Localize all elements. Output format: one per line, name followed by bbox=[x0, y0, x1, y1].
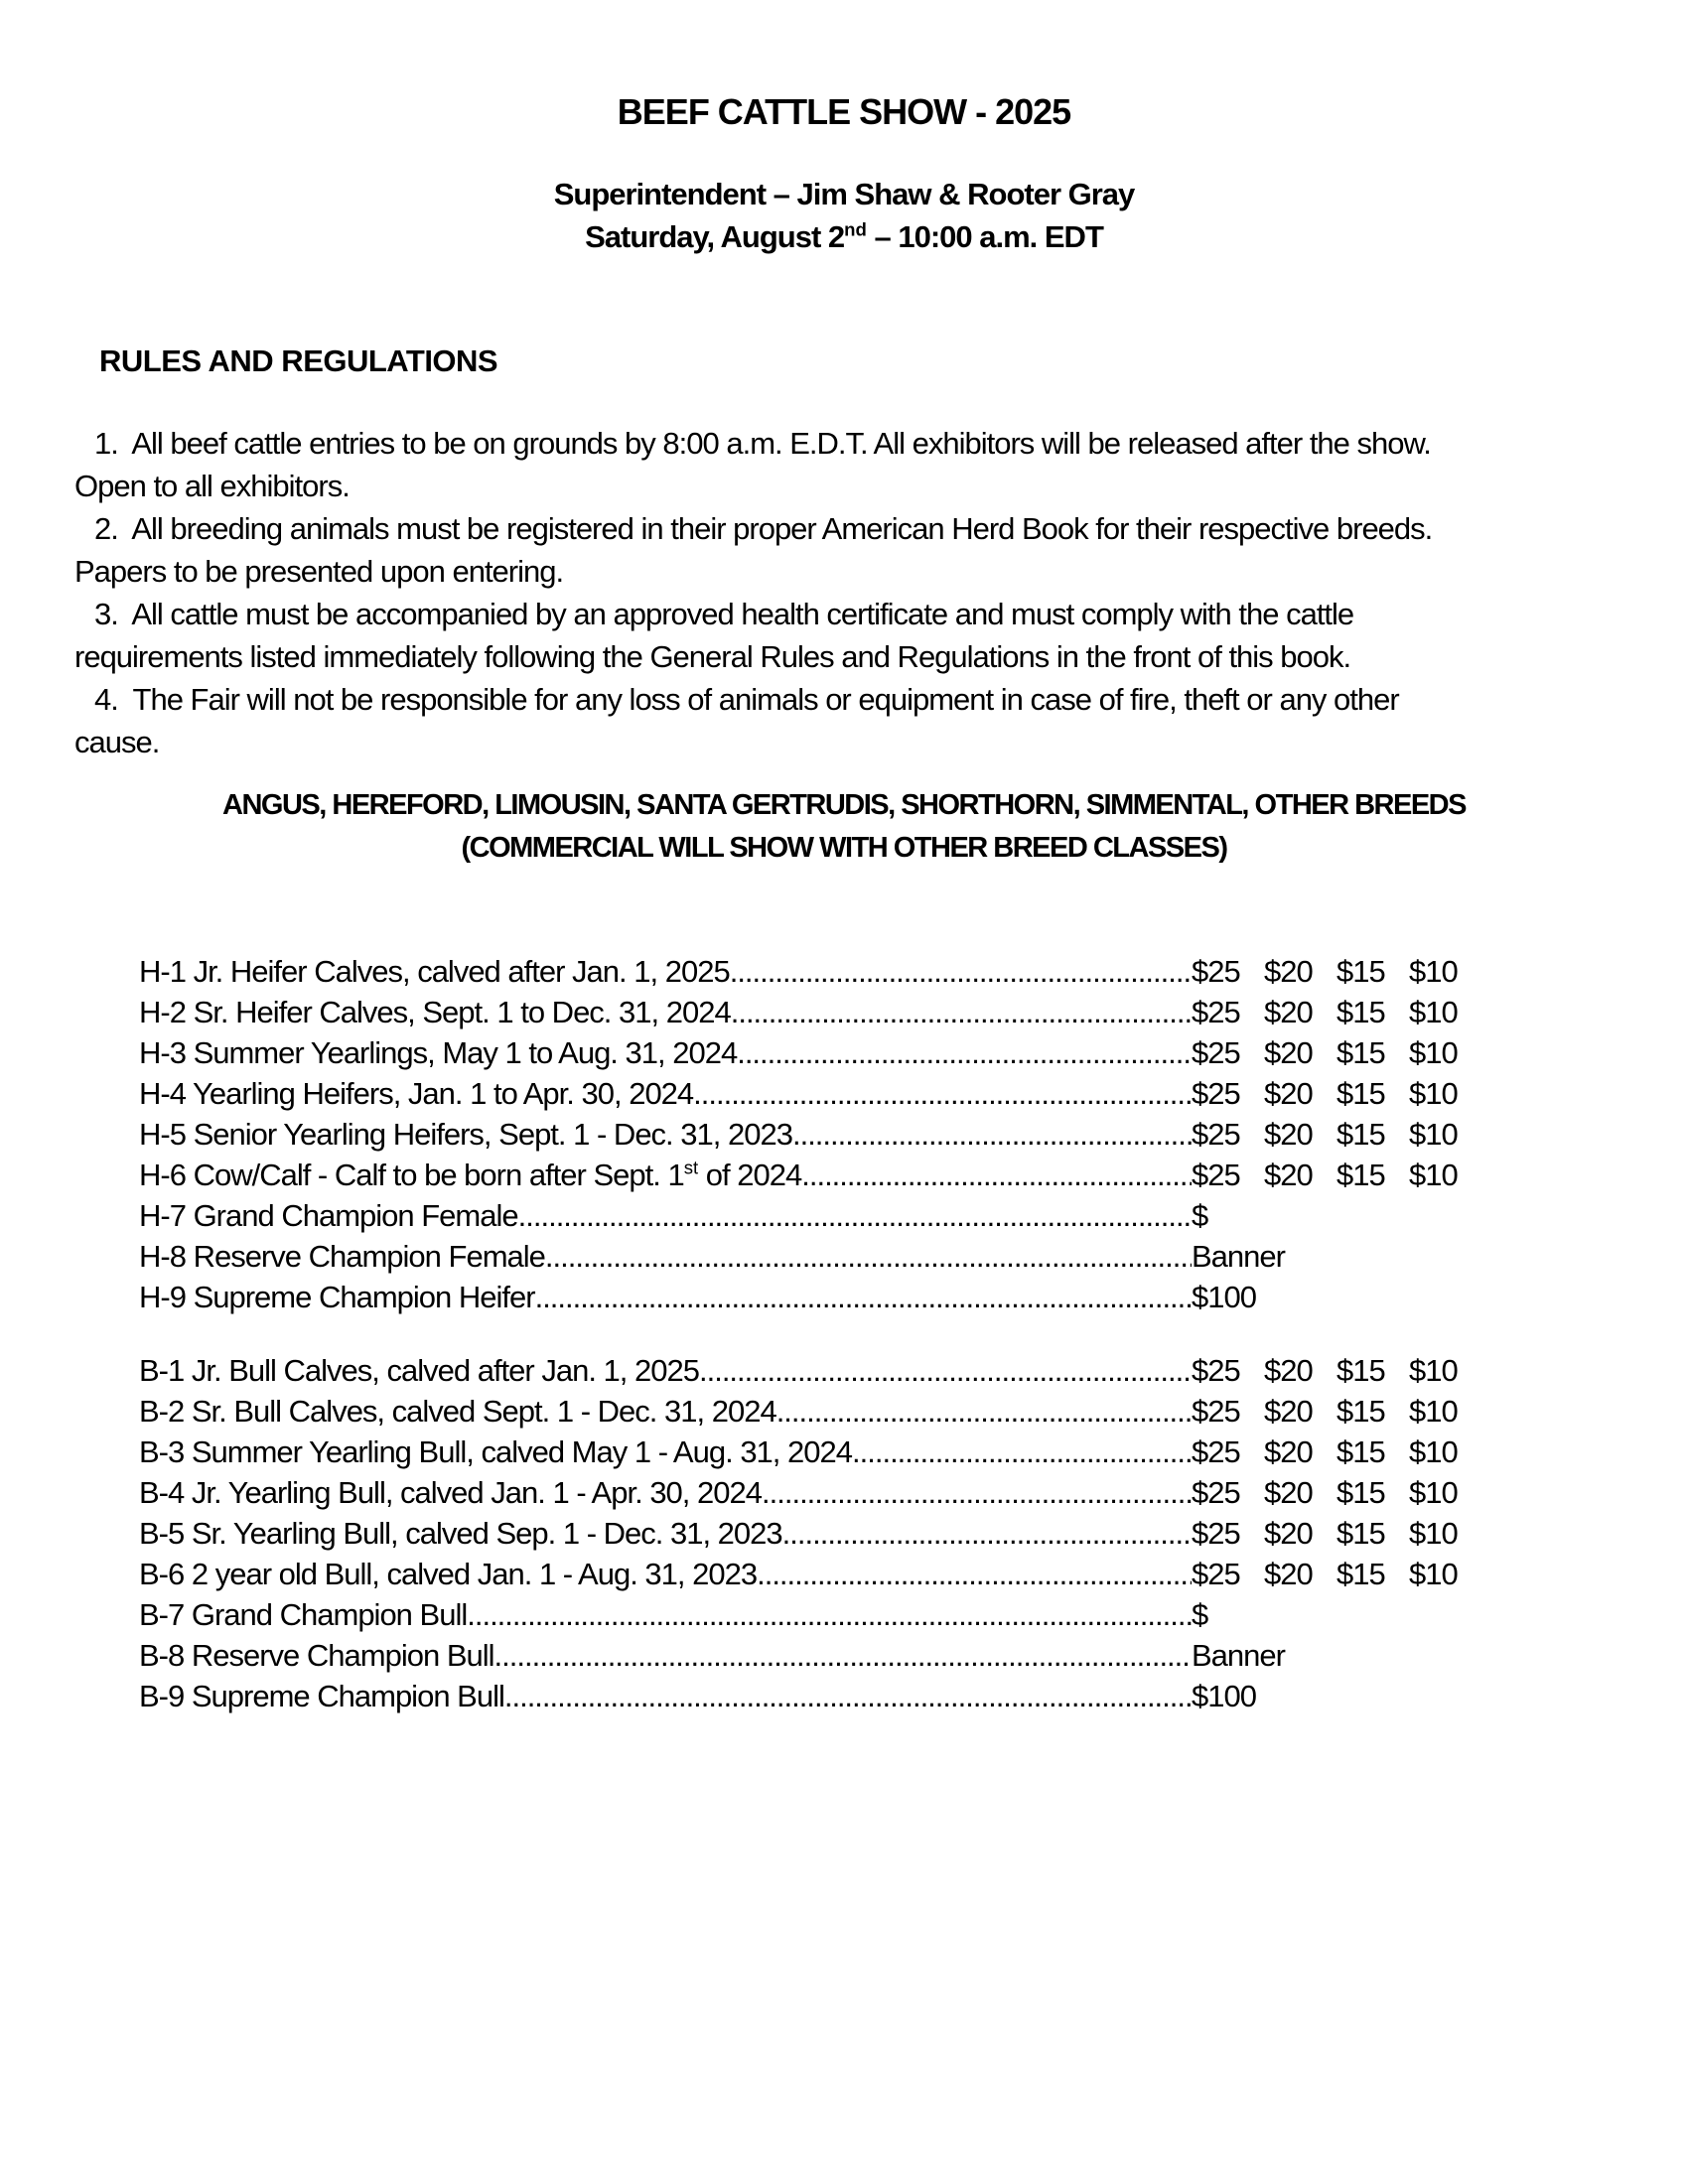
premium-value-4 bbox=[1409, 1635, 1481, 1676]
class-label bbox=[139, 1554, 757, 1594]
premium-amounts bbox=[1192, 1513, 1481, 1554]
class-label bbox=[139, 1155, 801, 1195]
dot-leader bbox=[504, 1676, 1192, 1716]
premium-value-3 bbox=[1336, 1277, 1409, 1317]
class-label bbox=[139, 951, 730, 992]
dot-leader bbox=[737, 1032, 1192, 1073]
premium-value-3 bbox=[1336, 1676, 1409, 1716]
premium-value-2: $20 bbox=[1264, 1035, 1313, 1070]
premium-value-1: $100 bbox=[1192, 1280, 1256, 1314]
premium-value-4: $10 bbox=[1409, 1394, 1458, 1429]
premium-value-2: $20 bbox=[1264, 1158, 1313, 1192]
premium-amounts bbox=[1192, 1032, 1481, 1073]
premium-value-1: Banner bbox=[1192, 1239, 1285, 1274]
rule-4-line-1: 4. The Fair will not be responsible for any loss of animals or equipment in case of fire, theft or any other bbox=[94, 682, 1399, 717]
premium-value-4: $10 bbox=[1409, 1035, 1458, 1070]
class-row bbox=[139, 1032, 1481, 1073]
premium-value-2: $20 bbox=[1264, 954, 1313, 989]
class-label-text: B-8 Reserve Champion Bull bbox=[139, 1638, 494, 1673]
premium-amounts bbox=[1192, 1236, 1481, 1277]
premium-value-1: $25 bbox=[1192, 1035, 1240, 1070]
premium-value-3: $15 bbox=[1336, 1434, 1385, 1469]
class-label-text-after: of 2024 bbox=[698, 1158, 802, 1192]
date-line-pre: Saturday, August 2 bbox=[585, 219, 845, 254]
class-row bbox=[139, 1277, 1481, 1317]
premium-amounts bbox=[1192, 1155, 1481, 1195]
class-row bbox=[139, 1114, 1481, 1155]
premium-value-2: $20 bbox=[1264, 1076, 1313, 1111]
class-label bbox=[139, 1472, 762, 1513]
class-row bbox=[139, 1350, 1481, 1391]
breeds-heading-line-1: ANGUS, HEREFORD, LIMOUSIN, SANTA GERTRUDIS, SHORTHORN, SIMMENTAL, OTHER BREEDS bbox=[222, 789, 1466, 821]
dot-leader bbox=[762, 1472, 1192, 1513]
premium-value-4: $10 bbox=[1409, 1158, 1458, 1192]
class-label bbox=[139, 1032, 737, 1073]
premium-value-2: $20 bbox=[1264, 1516, 1313, 1551]
class-label bbox=[139, 1513, 782, 1554]
class-row bbox=[139, 1432, 1481, 1472]
premium-value-1: $25 bbox=[1192, 1434, 1240, 1469]
class-label-text: B-2 Sr. Bull Calves, calved Sept. 1 - Dec. 31, 2024 bbox=[139, 1394, 776, 1429]
premium-amounts bbox=[1192, 992, 1481, 1032]
premium-value-3: $15 bbox=[1336, 1035, 1385, 1070]
premium-value-1: Banner bbox=[1192, 1638, 1285, 1673]
premium-value-2: $20 bbox=[1264, 1353, 1313, 1388]
class-row bbox=[139, 1391, 1481, 1432]
dot-leader bbox=[730, 951, 1192, 992]
page-title: BEEF CATTLE SHOW - 2025 bbox=[617, 91, 1071, 132]
dot-leader bbox=[792, 1114, 1192, 1155]
premium-amounts bbox=[1192, 1554, 1481, 1594]
premium-amounts bbox=[1192, 1277, 1481, 1317]
class-row bbox=[139, 1594, 1481, 1635]
class-row bbox=[139, 1155, 1481, 1195]
class-label-text: B-6 2 year old Bull, calved Jan. 1 - Aug. 31, 2023 bbox=[139, 1557, 758, 1591]
class-row bbox=[139, 1195, 1481, 1236]
premium-value-1: $25 bbox=[1192, 1353, 1240, 1388]
rule-2-line-1: 2. All breeding animals must be registered in their proper American Herd Book for their respective breeds. bbox=[94, 511, 1433, 546]
rule-4-line-2: cause. bbox=[74, 725, 160, 759]
dot-leader bbox=[757, 1554, 1192, 1594]
dot-leader bbox=[852, 1432, 1192, 1472]
premium-value-3: $15 bbox=[1336, 1475, 1385, 1510]
premium-value-4 bbox=[1409, 1676, 1481, 1716]
dot-leader bbox=[693, 1073, 1192, 1114]
premium-value-4 bbox=[1409, 1236, 1481, 1277]
class-label bbox=[139, 1350, 699, 1391]
premium-value-3: $15 bbox=[1336, 1516, 1385, 1551]
premium-amounts bbox=[1192, 1594, 1481, 1635]
premium-value-3: $15 bbox=[1336, 1076, 1385, 1111]
premium-value-3 bbox=[1336, 1594, 1409, 1635]
premium-value-3: $15 bbox=[1336, 1394, 1385, 1429]
premium-value-2: $20 bbox=[1264, 1475, 1313, 1510]
premium-amounts bbox=[1192, 1350, 1481, 1391]
premium-amounts bbox=[1192, 1114, 1481, 1155]
premium-value-4 bbox=[1409, 1594, 1481, 1635]
rules-heading: RULES AND REGULATIONS bbox=[99, 343, 498, 378]
class-label bbox=[139, 1114, 792, 1155]
premium-value-3: $15 bbox=[1336, 1117, 1385, 1152]
premium-value-1: $25 bbox=[1192, 1076, 1240, 1111]
class-label bbox=[139, 1676, 504, 1716]
premium-value-2: $20 bbox=[1264, 1117, 1313, 1152]
premium-value-2 bbox=[1264, 1594, 1336, 1635]
class-row bbox=[139, 1554, 1481, 1594]
class-label-text: B-1 Jr. Bull Calves, calved after Jan. 1, 2025 bbox=[139, 1353, 699, 1388]
premium-value-3 bbox=[1336, 1635, 1409, 1676]
premium-value-4: $10 bbox=[1409, 1434, 1458, 1469]
class-label bbox=[139, 1594, 467, 1635]
rule-3-line-2: requirements listed immediately following the General Rules and Regulations in the front of this book. bbox=[74, 639, 1351, 674]
class-label-text: B-7 Grand Champion Bull bbox=[139, 1597, 468, 1632]
premium-value-3: $15 bbox=[1336, 995, 1385, 1029]
class-label-text: H-3 Summer Yearlings, May 1 to Aug. 31, 2024 bbox=[139, 1035, 738, 1070]
premium-value-4: $10 bbox=[1409, 1353, 1458, 1388]
bull-class-list bbox=[139, 1350, 1481, 1716]
dot-leader bbox=[801, 1155, 1192, 1195]
premium-value-4 bbox=[1409, 1195, 1481, 1236]
class-label bbox=[139, 1391, 776, 1432]
premium-value-1: $25 bbox=[1192, 1158, 1240, 1192]
premium-value-1: $ bbox=[1192, 1198, 1208, 1233]
dot-leader bbox=[545, 1236, 1192, 1277]
premium-amounts bbox=[1192, 1391, 1481, 1432]
class-label bbox=[139, 1236, 545, 1277]
dot-leader bbox=[535, 1277, 1192, 1317]
heifer-class-list bbox=[139, 951, 1481, 1317]
premium-value-1: $25 bbox=[1192, 1475, 1240, 1510]
premium-value-2 bbox=[1264, 1277, 1336, 1317]
breeds-heading-line-2: (COMMERCIAL WILL SHOW WITH OTHER BREED CLASSES) bbox=[461, 832, 1227, 864]
breeds-heading bbox=[0, 784, 1688, 870]
class-label-text: H-6 Cow/Calf - Calf to be born after Sept. 1 bbox=[139, 1158, 684, 1192]
premium-amounts bbox=[1192, 1195, 1481, 1236]
premium-value-3 bbox=[1336, 1195, 1409, 1236]
premium-amounts bbox=[1192, 1472, 1481, 1513]
class-label bbox=[139, 1073, 693, 1114]
premium-value-4 bbox=[1409, 1277, 1481, 1317]
ordinal-superscript: st bbox=[683, 1157, 699, 1178]
premium-value-1: $100 bbox=[1192, 1679, 1256, 1713]
rule-1-line-2: Open to all exhibitors. bbox=[74, 469, 350, 503]
rule-2-line-2: Papers to be presented upon entering. bbox=[74, 554, 564, 589]
date-line bbox=[0, 215, 1688, 258]
class-row bbox=[139, 1472, 1481, 1513]
premium-value-3: $15 bbox=[1336, 954, 1385, 989]
rule-3-line-1: 3. All cattle must be accompanied by an approved health certificate and must comply with the cattle bbox=[94, 597, 1354, 631]
dot-leader bbox=[467, 1594, 1192, 1635]
premium-value-1: $25 bbox=[1192, 1516, 1240, 1551]
class-row bbox=[139, 1513, 1481, 1554]
class-label bbox=[139, 1277, 535, 1317]
premium-value-1: $25 bbox=[1192, 1117, 1240, 1152]
class-label bbox=[139, 992, 731, 1032]
class-row bbox=[139, 1676, 1481, 1716]
class-label-text: H-5 Senior Yearling Heifers, Sept. 1 - Dec. 31, 2023 bbox=[139, 1117, 792, 1152]
class-label bbox=[139, 1432, 852, 1472]
rule-1-line-1: 1. All beef cattle entries to be on grounds by 8:00 a.m. E.D.T. All exhibitors will be released after the show. bbox=[94, 426, 1431, 461]
premium-value-4: $10 bbox=[1409, 1516, 1458, 1551]
premium-value-4: $10 bbox=[1409, 1117, 1458, 1152]
rules-list bbox=[74, 422, 1653, 763]
premium-value-4: $10 bbox=[1409, 1475, 1458, 1510]
class-row bbox=[139, 992, 1481, 1032]
class-label-text: B-3 Summer Yearling Bull, calved May 1 - Aug. 31, 2024 bbox=[139, 1434, 852, 1469]
premium-amounts bbox=[1192, 951, 1481, 992]
show-subheading bbox=[0, 173, 1688, 258]
class-label bbox=[139, 1635, 494, 1676]
premium-value-4: $10 bbox=[1409, 995, 1458, 1029]
superintendent-line: Superintendent – Jim Shaw & Rooter Gray bbox=[553, 177, 1135, 211]
dot-leader bbox=[776, 1391, 1192, 1432]
premium-value-1: $ bbox=[1192, 1597, 1208, 1632]
premium-value-4: $10 bbox=[1409, 1076, 1458, 1111]
class-label-text: B-9 Supreme Champion Bull bbox=[139, 1679, 504, 1713]
class-label-text: H-7 Grand Champion Female bbox=[139, 1198, 518, 1233]
premium-value-2: $20 bbox=[1264, 1557, 1313, 1591]
premium-amounts bbox=[1192, 1073, 1481, 1114]
dot-leader bbox=[518, 1195, 1192, 1236]
premium-value-2 bbox=[1264, 1195, 1336, 1236]
premium-value-3: $15 bbox=[1336, 1158, 1385, 1192]
premium-value-4: $10 bbox=[1409, 954, 1458, 989]
class-label-text: B-4 Jr. Yearling Bull, calved Jan. 1 - Apr. 30, 2024 bbox=[139, 1475, 762, 1510]
class-label-text: H-2 Sr. Heifer Calves, Sept. 1 to Dec. 31, 2024 bbox=[139, 995, 731, 1029]
ordinal-superscript: nd bbox=[844, 218, 867, 240]
premium-value-1: $25 bbox=[1192, 1557, 1240, 1591]
dot-leader bbox=[699, 1350, 1192, 1391]
class-label-text: H-4 Yearling Heifers, Jan. 1 to Apr. 30, 2024 bbox=[139, 1076, 694, 1111]
premium-value-4: $10 bbox=[1409, 1557, 1458, 1591]
premium-value-2 bbox=[1264, 1676, 1336, 1716]
premium-value-2 bbox=[1264, 1236, 1336, 1277]
premium-value-1: $25 bbox=[1192, 954, 1240, 989]
class-row bbox=[139, 1635, 1481, 1676]
premium-amounts bbox=[1192, 1676, 1481, 1716]
premium-value-2: $20 bbox=[1264, 995, 1313, 1029]
dot-leader bbox=[782, 1513, 1192, 1554]
class-label-text: B-5 Sr. Yearling Bull, calved Sep. 1 - Dec. 31, 2023 bbox=[139, 1516, 782, 1551]
class-label bbox=[139, 1195, 518, 1236]
premium-value-3 bbox=[1336, 1236, 1409, 1277]
premium-value-1: $25 bbox=[1192, 1394, 1240, 1429]
class-row bbox=[139, 951, 1481, 992]
premium-value-2: $20 bbox=[1264, 1434, 1313, 1469]
class-label-text: H-8 Reserve Champion Female bbox=[139, 1239, 545, 1274]
premium-value-3: $15 bbox=[1336, 1353, 1385, 1388]
dot-leader bbox=[731, 992, 1192, 1032]
premium-value-2: $20 bbox=[1264, 1394, 1313, 1429]
class-label-text: H-1 Jr. Heifer Calves, calved after Jan. 1, 2025 bbox=[139, 954, 730, 989]
class-row bbox=[139, 1073, 1481, 1114]
dot-leader bbox=[494, 1635, 1192, 1676]
premium-value-1: $25 bbox=[1192, 995, 1240, 1029]
premium-amounts bbox=[1192, 1432, 1481, 1472]
class-label-text: H-9 Supreme Champion Heifer bbox=[139, 1280, 535, 1314]
premium-value-2 bbox=[1264, 1635, 1336, 1676]
class-row bbox=[139, 1236, 1481, 1277]
date-line-post: – 10:00 a.m. EDT bbox=[866, 219, 1103, 254]
premium-amounts bbox=[1192, 1635, 1481, 1676]
premium-value-3: $15 bbox=[1336, 1557, 1385, 1591]
